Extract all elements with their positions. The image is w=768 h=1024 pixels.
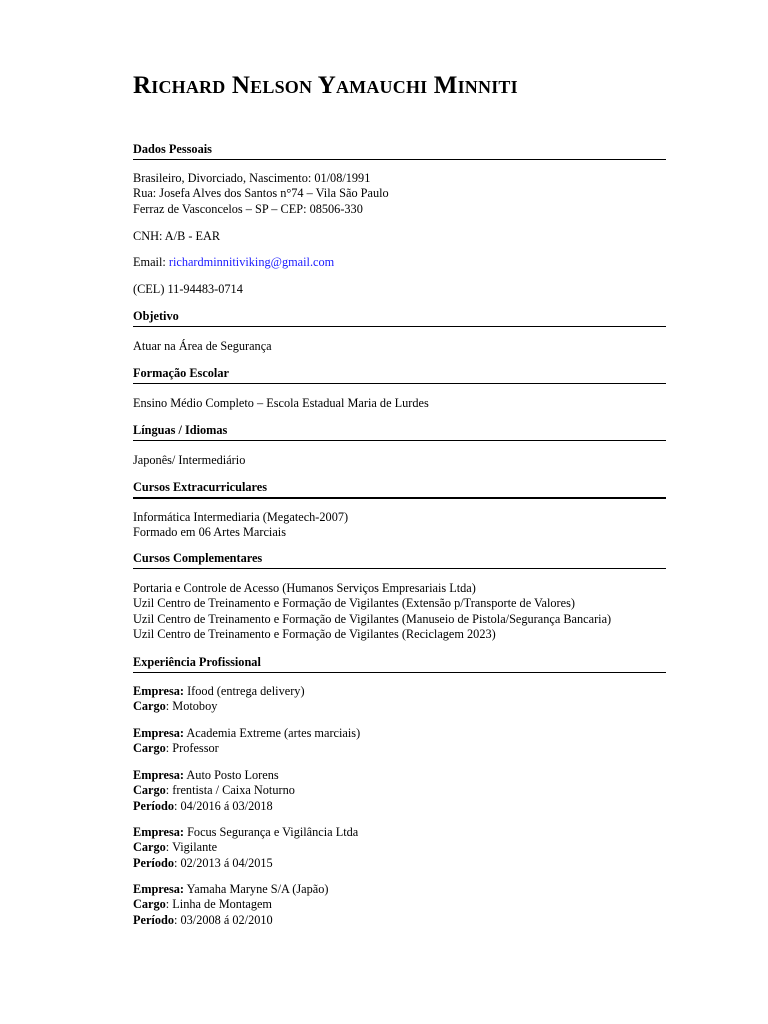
email-label: Email: [133,255,169,269]
empresa-value: Auto Posto Lorens [184,768,279,782]
section-heading-dados-pessoais: Dados Pessoais [133,142,666,160]
job-cargo-line [133,741,673,756]
objetivo-text: Atuar na Área de Segurança [133,339,272,353]
list-item: Uzil Centro de Treinamento e Formação de Vigilantes (Reciclagem 2023) [133,626,496,641]
empresa-value: Ifood (entrega delivery) [184,684,305,698]
linguas-text: Japonês/ Intermediário [133,453,246,467]
email-line [133,255,673,270]
list-item: Uzil Centro de Treinamento e Formação de Vigilantes (Manuseio de Pistola/Segurança Bancaria) [133,611,612,626]
job-empresa-line [133,726,673,741]
cargo-value: : Linha de Montagem [165,897,273,912]
periodo-value: : 02/2013 á 04/2015 [173,855,273,870]
empresa-label: Empresa: [133,768,185,782]
cargo-value: : Motoboy [165,699,218,714]
list-item: Portaria e Controle de Acesso (Humanos Serviços Empresariais Ltda) [133,581,476,595]
job-empresa-line [133,882,673,897]
cel-line: (CEL) 11-94483-0714 [133,282,243,296]
job-cargo-line [133,897,673,912]
cargo-label: Cargo [133,783,166,798]
job-cargo-line [133,840,673,855]
section-heading-linguas: Línguas / Idiomas [133,423,666,441]
job-periodo-line [133,799,673,814]
cargo-value: : Vigilante [165,840,218,855]
job-empresa-line [133,684,673,699]
list-item: Uzil Centro de Treinamento e Formação de Vigilantes (Extensão p/Transporte de Valores) [133,596,575,611]
empresa-value: Focus Segurança e Vigilância Ltda [184,825,359,839]
dados-line-3: Ferraz de Vasconcelos – SP – CEP: 08506-330 [133,201,363,216]
empresa-label: Empresa: [133,882,185,896]
periodo-label: Período [133,798,174,813]
job-cargo-line [133,783,673,798]
formacao-text: Ensino Médio Completo – Escola Estadual Maria de Lurdes [133,396,429,410]
job-cargo-line [133,699,673,714]
empresa-value: Academia Extreme (artes marciais) [184,726,361,740]
section-heading-complementares: Cursos Complementares [133,551,666,569]
empresa-label: Empresa: [133,726,185,740]
complementares-list [133,581,673,642]
periodo-value: : 03/2008 á 02/2010 [173,912,273,927]
cargo-label: Cargo [133,897,166,912]
dados-line-1: Brasileiro, Divorciado, Nascimento: 01/08/1991 [133,171,371,185]
cargo-label: Cargo [133,741,166,756]
cargo-value: : frentista / Caixa Noturno [165,783,295,798]
extracurriculares-list [133,510,673,541]
empresa-label: Empresa: [133,684,185,698]
job-periodo-line [133,913,673,928]
cargo-label: Cargo [133,840,166,855]
section-heading-formacao: Formação Escolar [133,366,666,384]
empresa-label: Empresa: [133,825,185,839]
periodo-value: : 04/2016 á 03/2018 [173,798,273,813]
job-empresa-line [133,825,673,840]
section-heading-objetivo: Objetivo [133,309,666,327]
empresa-value: Yamaha Maryne S/A (Japão) [184,882,329,896]
dados-line-2: Rua: Josefa Alves dos Santos n°74 – Vila São Paulo [133,186,389,201]
section-heading-extracurriculares: Cursos Extracurriculares [133,480,666,499]
dados-pessoais-block [133,171,673,217]
periodo-label: Período [133,855,174,870]
cnh-line: CNH: A/B - EAR [133,229,221,243]
job-entry [133,684,673,715]
job-entry [133,768,673,814]
job-entry [133,726,673,757]
job-entry [133,882,673,928]
section-heading-experiencia: Experiência Profissional [133,655,666,673]
job-empresa-line [133,768,673,783]
job-entry [133,825,673,871]
list-item: Formado em 06 Artes Marciais [133,525,286,540]
job-periodo-line [133,856,673,871]
periodo-label: Período [133,912,174,927]
list-item: Informática Intermediaria (Megatech-2007) [133,510,349,524]
email-link[interactable]: richardminnitiviking@gmail.com [168,255,335,269]
candidate-name: Richard Nelson Yamauchi Minniti [133,72,518,99]
cargo-label: Cargo [133,699,166,714]
cargo-value: : Professor [165,741,219,756]
